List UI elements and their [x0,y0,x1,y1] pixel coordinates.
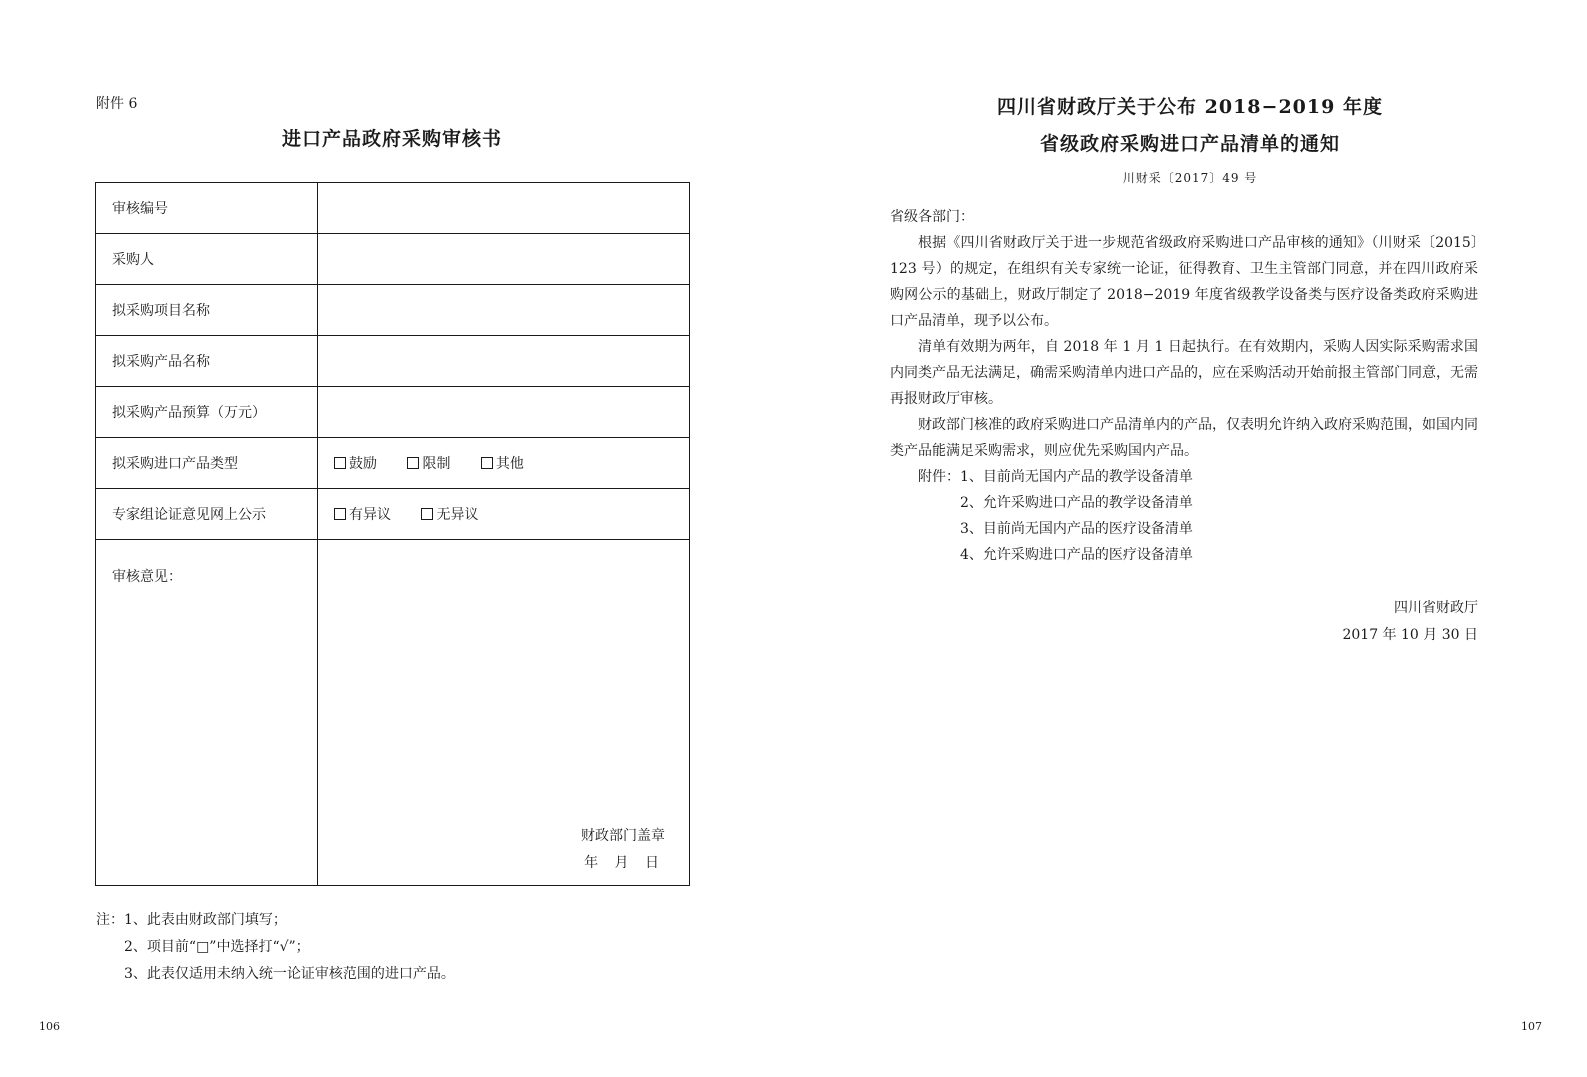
row-label: 审核编号 [96,183,318,234]
notice-title-line1: 四川省财政厅关于公布 2018−2019 年度 [997,96,1383,118]
notice-body [890,204,1478,568]
page-number: 106 [39,1020,60,1033]
list-item: 2、允许采购进口产品的教学设备清单 [960,495,1193,511]
row-label: 拟采购进口产品类型 [96,438,318,489]
date-label: 年 月 日 [584,855,659,871]
row-label: 拟采购项目名称 [96,285,318,336]
review-number-field[interactable] [318,183,690,234]
option-label: 限制 [422,456,451,472]
checkbox-icon [334,457,346,469]
stamp-label: 财政部门盖章 [581,828,665,844]
table-row [96,489,690,540]
table-row [96,183,690,234]
table-row [96,540,690,886]
form-title: 进口产品政府采购审核书 [281,128,502,150]
checkbox-icon [421,508,433,520]
row-label: 拟采购产品预算（万元） [96,387,318,438]
note-line: 注：1、此表由财政部门填写； [96,912,287,928]
table-row [96,336,690,387]
checkbox-restricted[interactable] [407,453,450,473]
attachment-list [890,490,1478,568]
product-type-options [318,438,690,489]
row-label: 拟采购产品名称 [96,336,318,387]
document-number: 川财采〔2017〕49 号 [1122,171,1258,185]
review-form-table [95,182,690,886]
list-item: 4、允许采购进口产品的医疗设备清单 [960,547,1193,563]
list-item: 3、目前尚无国内产品的医疗设备清单 [960,521,1193,537]
checkbox-icon [334,508,346,520]
note-line: 3、此表仅适用未纳入统一论证审核范围的进口产品。 [124,966,455,982]
paragraph: 财政部门核准的政府采购进口产品清单内的产品，仅表明允许纳入政府采购范围，如国内同类产品能满足采购需求，则应优先采购国内产品。 [890,417,1478,459]
project-name-field[interactable] [318,285,690,336]
table-row [96,234,690,285]
opinion-label: 审核意见： [96,540,318,886]
table-row [96,438,690,489]
opinion-field[interactable] [318,540,690,886]
row-label: 专家组论证意见网上公示 [96,489,318,540]
notice-title-line2: 省级政府采购进口产品清单的通知 [1039,133,1340,155]
checkbox-objection[interactable] [334,504,391,524]
option-label: 鼓励 [349,456,377,472]
option-label: 无异议 [436,507,479,523]
checkbox-encouraged[interactable] [334,453,377,473]
attachment-label: 附件 6 [96,96,138,112]
form-notes [96,907,455,988]
purchaser-field[interactable] [318,234,690,285]
attachments-intro: 附件：1、目前尚无国内产品的教学设备清单 [918,469,1193,485]
checkbox-icon [407,457,419,469]
option-label: 有异议 [349,507,391,523]
expert-opinion-options [318,489,690,540]
note-line: 2、项目前“□”中选择打“√”； [124,939,310,955]
signoff [1342,595,1478,649]
paragraph: 根据《四川省财政厅关于进一步规范省级政府采购进口产品审核的通知》（川财采〔2015〕123 号）的规定，在组织有关专家统一论证，征得教育、卫生主管部门同意，并在四川政府采购网公示的基础上，财政厅制定了 2018−2019 年度省级教学设备类与医疗设备类政府采购进口产品清单，现予以公布。 [890,235,1478,329]
page-number: 107 [1521,1020,1542,1033]
right-page [793,0,1587,1077]
checkbox-other[interactable] [481,453,524,473]
checkbox-icon [481,457,493,469]
table-row [96,285,690,336]
left-page [0,0,793,1077]
table-row [96,387,690,438]
row-label: 采购人 [96,234,318,285]
issuer: 四川省财政厅 [1394,600,1478,616]
product-name-field[interactable] [318,336,690,387]
salutation: 省级各部门： [890,209,974,225]
budget-field[interactable] [318,387,690,438]
paragraph: 清单有效期为两年，自 2018 年 1 月 1 日起执行。在有效期内，采购人因实际采购需求国内同类产品无法满足，确需采购清单内进口产品的，应在采购活动开始前报主管部门同意，无需再报财政厅审核。 [890,339,1478,407]
option-label: 其他 [495,456,524,472]
issue-date: 2017 年 10 月 30 日 [1342,627,1478,643]
checkbox-no-objection[interactable] [421,504,478,524]
